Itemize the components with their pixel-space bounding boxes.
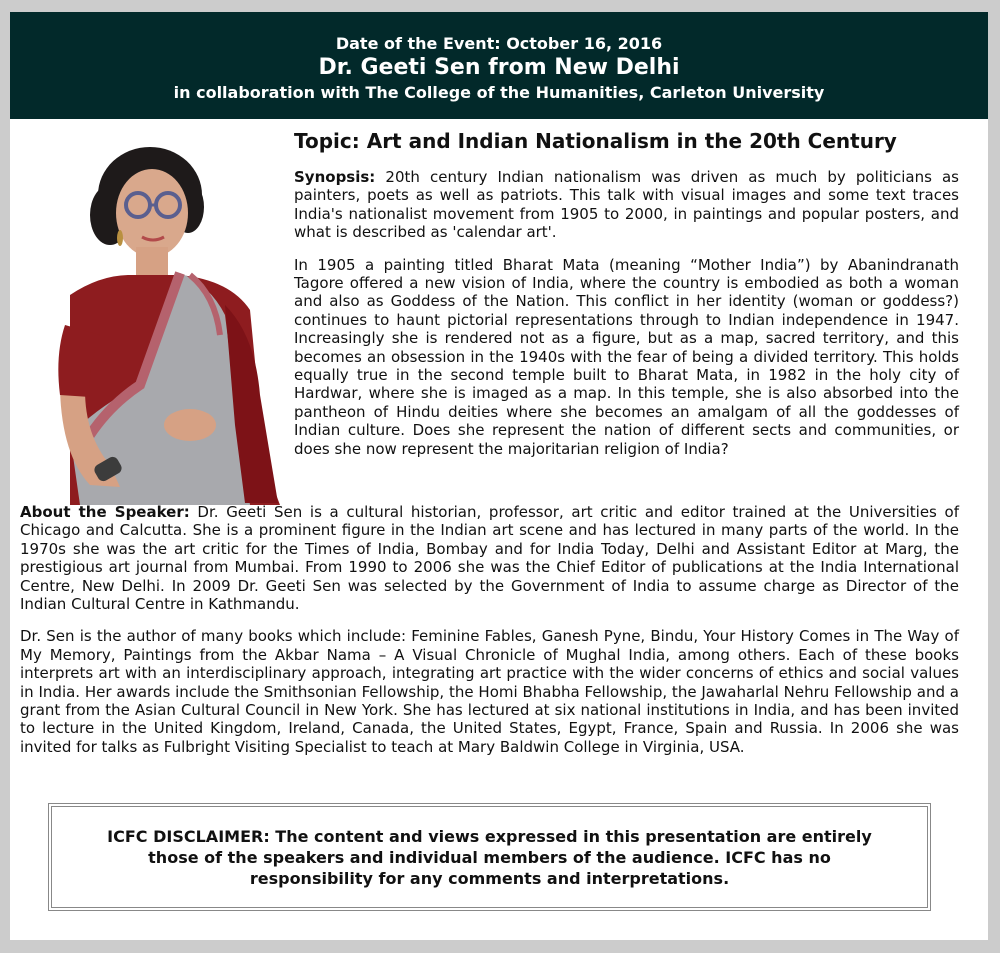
speaker-photo [40, 135, 280, 505]
topic-section [294, 128, 959, 472]
synopsis-paragraph [294, 168, 959, 242]
event-date: Date of the Event: October 16, 2016 [335, 34, 663, 53]
about-section [20, 503, 959, 770]
topic-title: Topic: Art and Indian Nationalism in the 20th Century [294, 129, 897, 153]
synopsis-text: 20th century Indian nationalism was driven as much by politicians as painters, poets as well as patriots. This talk with visual images and some text traces India's nationalist movement from 1905 to 2000, in paintings and popular posters, and what is described as 'calendar art'. [294, 168, 959, 242]
about-paragraph [20, 503, 959, 613]
books-paragraph: Dr. Sen is the author of many books which include: Feminine Fables, Ganesh Pyne, Bindu, Your History Comes in The Way of My Memory, Paintings from the Akbar Nama – A Visual Chronicle of Mughal India, among others. Each of these books interprets art with an interdisciplinary approach, integrating art practice with the wider concerns of ethics and social values in India. Her awards include the Smithsonian Fellowship, the Homi Bhabha Fellowship, the Jawaharlal Nehru Fellowship and a grant from the Asian Cultural Council in New York. She has lectured at six national institutions in India, and has been invited to lecture in the United Kingdom, Ireland, Canada, the United States, Egypt, France, Spain and Russia. In 2006 she was invited for talks as Fulbright Visiting Specialist to teach at Mary Baldwin College in Virginia, USA. [20, 627, 959, 756]
speaker-title: Dr. Geeti Sen from New Delhi [318, 55, 680, 80]
synopsis-label: Synopsis: [294, 168, 376, 186]
disclaimer-box [48, 803, 931, 911]
disclaimer-text: ICFC DISCLAIMER: The content and views expressed in this presentation are entirely those of the speakers and individual members of the audience. ICFC has no responsibility for any comments and interpretations. [107, 826, 872, 888]
event-header [10, 12, 988, 119]
collaboration-line: in collaboration with The College of the Humanities, Carleton University [173, 83, 825, 102]
about-label: About the Speaker: [20, 503, 190, 521]
about-text: Dr. Geeti Sen is a cultural historian, professor, art critic and editor trained at the Universities of Chicago and Calcutta. She is a prominent figure in the Indian art scene and has lectured in many parts of the world. In the 1970s she was the art critic for the Times of India, Bombay and for India Today, Delhi and Assistant Editor at Marg, the prestigious art journal from Mumbai. From 1990 to 2006 she was the Chief Editor of publications at the India International Centre, New Delhi. In 2009 Dr. Geeti Sen was selected by the Government of India to assume charge as Director of the Indian Cultural Centre in Kathmandu. [20, 503, 959, 614]
topic-paragraph: In 1905 a painting titled Bharat Mata (meaning “Mother India”) by Abanindranath Tagore offered a new vision of India, where the country is embodied as both a woman and also as Goddess of the Nation. This conflict in her identity (woman or goddess?) continues to haunt pictorial representations through to Indian independence in 1947. Increasingly she is rendered not as a figure, but as a map, sacred territory, and this becomes an obsession in the 1940s with the fear of being a divided territory. This holds equally true in the second temple built to Bharat Mata, in 1982 in the holy city of Hardwar, where she is imaged as a map. In this temple, she is also absorbed into the pantheon of Hindu deities where she becomes an amalgam of all the goddesses of Indian culture. Does she represent the nation of different sects and communities, or does she now represent the majoritarian religion of India? [294, 255, 959, 458]
